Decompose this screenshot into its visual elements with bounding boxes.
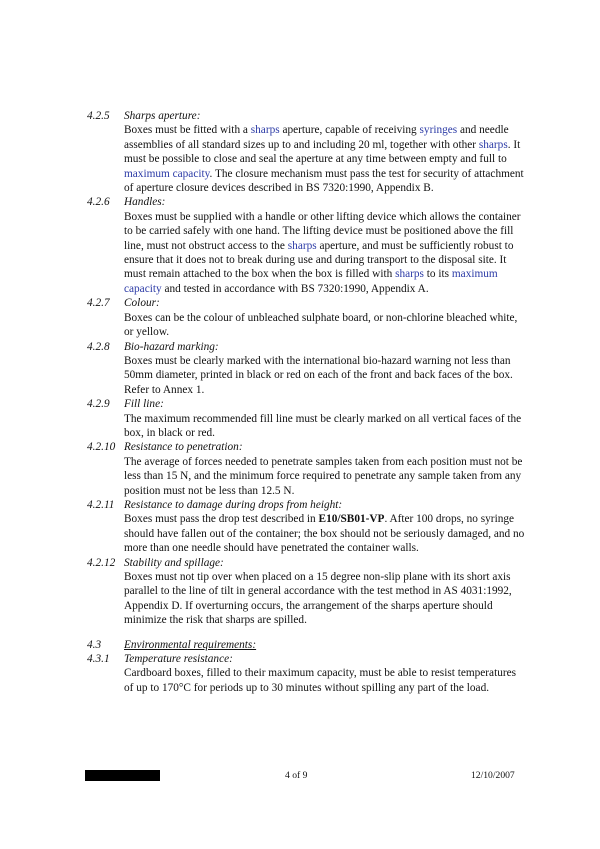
section-4-2-7	[87, 296, 527, 339]
section-body	[124, 666, 527, 695]
section-number: 4.2.11	[87, 498, 115, 511]
section-title: Sharps aperture:	[124, 110, 201, 122]
section-4-2-10	[87, 440, 527, 498]
section-body	[124, 512, 527, 555]
section-4-2-12	[87, 556, 527, 628]
glossary-link[interactable]: maximum capacity	[124, 268, 498, 295]
body-text: The maximum recommended fill line must be clearly marked on all vertical faces of the box, in black or red.	[124, 412, 522, 439]
section-title: Resistance to damage during drops from height:	[124, 498, 343, 511]
glossary-link[interactable]: sharps	[395, 268, 424, 281]
body-text: The average of forces needed to penetrate samples taken from each position must not be less than 15 N, and the minimum force required to penetrate any sample taken from any position must not be less than 12.5 N.	[124, 455, 523, 497]
section-number: 4.2.9	[87, 398, 110, 411]
section-list	[87, 109, 527, 628]
section-number: 4.2.6	[87, 196, 110, 209]
section-title: Fill line:	[124, 398, 164, 411]
section-number: 4.2.5	[87, 110, 110, 122]
body-text: to its	[423, 268, 452, 281]
section-body	[124, 123, 527, 195]
section-number: 4.2.12	[87, 556, 116, 569]
section-title: Environmental requirements:	[124, 638, 257, 651]
section-4-2-6	[87, 195, 527, 296]
body-text: Boxes must be fitted with a	[124, 124, 251, 137]
body-text: Cardboard boxes, filled to their maximum capacity, must be able to resist temperatures of up to 170°C for periods up to 30 minutes without spilling any part of the load.	[124, 667, 517, 694]
body-text: . It must be possible to close and seal the aperture at any time between empty and full to	[124, 138, 521, 166]
glossary-link[interactable]: maximum capacity	[124, 167, 210, 180]
body-text: aperture, capable of receiving	[279, 124, 420, 137]
section-body	[124, 455, 527, 498]
body-text: Boxes must pass the drop test described in	[124, 513, 319, 526]
glossary-link[interactable]: sharps	[478, 138, 508, 151]
glossary-link[interactable]: sharps	[287, 239, 317, 252]
body-text: Boxes must be supplied with a handle or other lifting device which allows the container to be carried safely with one hand. The lifting device must be positioned above the fill line, must not obstruct access to the	[124, 210, 521, 252]
section-body	[124, 311, 527, 340]
body-text: Boxes must be clearly marked with the international bio-hazard warning not less than 50mm diameter, printed in black or red on each of the front and back faces of the box. Refer to Annex 1.	[124, 354, 513, 396]
section-gap	[87, 628, 527, 638]
section-number: 4.3.1	[87, 653, 110, 666]
section-number: 4.2.8	[87, 340, 110, 353]
page-number: 4 of 9	[285, 770, 308, 781]
body-text: Boxes can be the colour of unbleached sulphate board, or non-chlorine bleached white, or yellow.	[124, 311, 518, 339]
section-4-2-11	[87, 498, 527, 556]
page-footer	[0, 769, 600, 783]
section-title: Handles:	[124, 196, 166, 209]
section-4-3-1	[87, 652, 527, 695]
bold-reference: E10/SB01-VP	[318, 513, 385, 526]
section-number: 4.2.10	[87, 441, 116, 454]
glossary-link[interactable]: syringes	[419, 124, 458, 137]
section-4-3	[87, 638, 527, 652]
body-text: and needle assemblies of all standard sizes up to and including 20 ml, together with other	[124, 124, 509, 151]
section-body	[124, 570, 527, 628]
body-text: aperture, and must be sufficiently robust to ensure that it does not to break during use and during transport to the disposal site. It must remain attached to the box when the box is filled with	[124, 239, 514, 281]
body-text: Boxes must not tip over when placed on a 15 degree non-slip plane with its short axis parallel to the line of tilt in general accordance with the test method in AS 4031:1992, Appendix D. If overturning occurs, the arrangement of the sharps aperture should minimize the risk that sharps are spilled.	[124, 571, 512, 627]
section-title: Colour:	[124, 297, 160, 310]
section-title: Bio-hazard marking:	[124, 340, 219, 353]
footer-date: 12/10/2007	[471, 770, 515, 781]
body-text: . After 100 drops, no syringe should have fallen out of the container; the box should not be seriously damaged, and no more than one needle should have penetrated the container walls.	[124, 513, 525, 555]
section-title: Temperature resistance:	[124, 653, 233, 666]
body-text: . The closure mechanism must pass the test for security of attachment of aperture closure devices described in BS 7320:1990, Appendix B.	[124, 167, 524, 195]
section-title: Stability and spillage:	[124, 556, 224, 569]
section-4-2-9	[87, 397, 527, 440]
section-body	[124, 354, 527, 397]
redacted-block	[85, 770, 160, 781]
section-number: 4.3	[87, 638, 102, 651]
section-body	[124, 412, 527, 441]
section-body	[124, 210, 527, 296]
section-4-2-8	[87, 340, 527, 398]
document-body	[87, 109, 527, 695]
glossary-link[interactable]: sharps	[250, 124, 280, 137]
section-number: 4.2.7	[87, 297, 110, 310]
section-4-2-5	[87, 109, 527, 195]
body-text: and tested in accordance with BS 7320:1990, Appendix A.	[161, 282, 429, 295]
section-title: Resistance to penetration:	[124, 441, 243, 454]
